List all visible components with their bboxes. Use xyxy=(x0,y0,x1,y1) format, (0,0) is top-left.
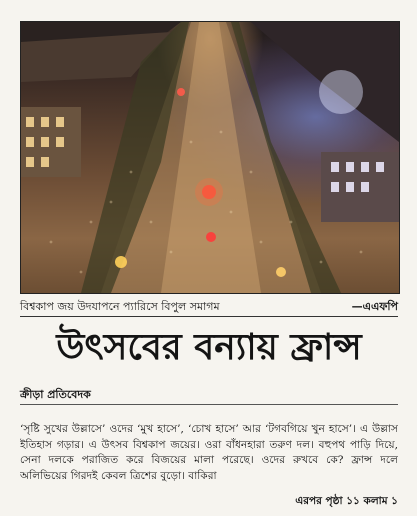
photo-credit: —এএফপি xyxy=(351,299,398,313)
crowd-photo-illustration xyxy=(21,22,399,293)
article-body: ‘সৃষ্টি সুখের উল্লাসে’ ওদের ‘মুখ হাসে’, ‘চোখ হাসে’ আর ‘টগবগিয়ে খুন হাসে’। এ উল্লাস ইতিহাস গড়ার। এ উৎসব বিশ্বকাপ জয়ের। ওরা বাঁধনহারা তরুণ দল। বহুপথ পাড়ি দিয়ে, সেনা দলকে পরাজিত করে বিজয়ের মালা পরেছে। ওদের রুখবে কে? ফ্রান্স দলে অলিভিয়ের গিরদই কেবল ত্রিশের বুড়ো। বাকিরা xyxy=(20,423,398,482)
celebration-crowd-photo xyxy=(20,21,400,294)
byline: ক্রীড়া প্রতিবেদক xyxy=(20,386,398,405)
continued-on-note: এরপর পৃষ্ঠা ১১ কলাম ১ xyxy=(291,494,398,511)
headline: উৎসবের বন্যায় ফ্রান্স xyxy=(56,327,362,368)
photo-caption-row xyxy=(20,298,398,317)
photo-caption: বিশ্বকাপ জয় উদযাপনে প্যারিসে বিপুল সমাগম xyxy=(20,299,220,313)
